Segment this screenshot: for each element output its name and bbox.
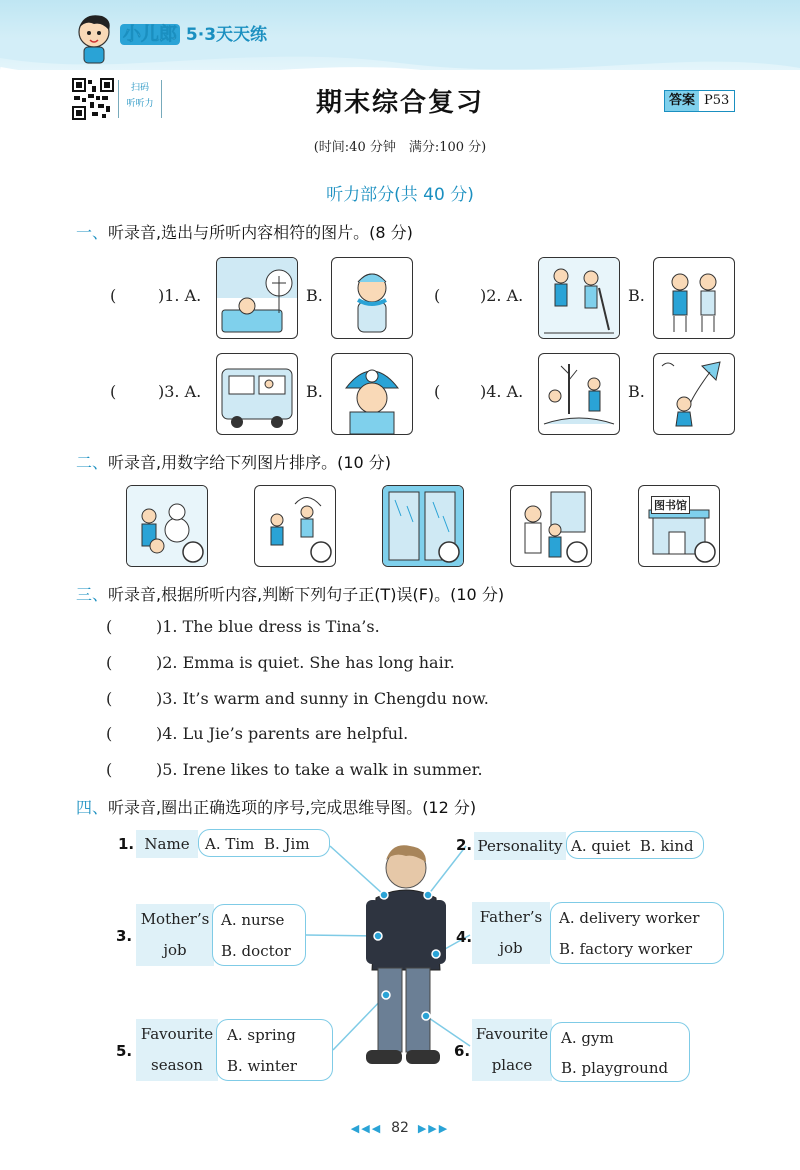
mm-node4-option-b[interactable]: B. factory worker — [559, 940, 693, 958]
s3-item4-text: Lu Jie’s parents are helpful. — [182, 724, 409, 743]
mm-node1-options — [198, 829, 330, 857]
s2-picture-2[interactable] — [254, 485, 336, 567]
s2-picture-4[interactable] — [510, 485, 592, 567]
s1-item3-option-b-picture[interactable] — [331, 353, 413, 435]
mm-node6-label-line1: Favourite — [475, 1025, 549, 1043]
s3-item4-number: )4. — [156, 724, 178, 743]
answer-label: 答案 — [665, 91, 699, 111]
s1-item1-label: )1. A. — [158, 286, 202, 305]
mm-node6-label-line2: place — [491, 1056, 533, 1074]
section4-text: 听录音,圈出正确选项的序号,完成思维导图。(12 分) — [108, 798, 477, 817]
answer-tag[interactable] — [664, 90, 735, 112]
page-title: 期末综合复习 — [315, 88, 484, 118]
s1-item2-label: )2. A. — [480, 286, 524, 305]
brand-series: 5·3天天练 — [185, 25, 268, 45]
mm-node3-label — [136, 904, 214, 966]
page-number: 82 — [391, 1120, 409, 1136]
mm-node4-label-line2: job — [499, 939, 523, 957]
section2-number: 二、 — [76, 453, 109, 472]
s3-item-1 — [106, 617, 380, 636]
section1-number: 一、 — [76, 223, 109, 242]
mm-node5-option-b[interactable]: B. winter — [227, 1057, 297, 1075]
s3-item-2 — [106, 653, 455, 672]
mm-node5-label — [136, 1019, 218, 1081]
next-arrows-icon: ▶▶▶ — [417, 1122, 450, 1135]
s1-item2-b-label: B. — [628, 286, 645, 305]
s3-item-4 — [106, 724, 408, 743]
mm-node4-label-line1: Father’s — [479, 908, 543, 926]
s3-item-3 — [106, 689, 489, 708]
mm-node5-label-line1: Favourite — [140, 1025, 214, 1043]
mm-node4-option-a[interactable]: A. delivery worker — [559, 909, 700, 927]
mm-node2-options — [566, 831, 704, 859]
mm-node4-number: 4. — [456, 928, 473, 946]
mm-node1-label: Name — [136, 830, 198, 858]
mm-node2-option-b[interactable]: B. kind — [639, 837, 694, 855]
s1-item4-option-b-picture[interactable] — [653, 353, 735, 435]
brand-title — [120, 20, 267, 46]
s1-item1-option-a-picture[interactable] — [216, 257, 298, 339]
s1-item3-paren[interactable]: ( — [110, 382, 117, 401]
mm-node3-options — [212, 904, 306, 966]
mm-node3-option-a[interactable]: A. nurse — [221, 911, 285, 929]
mm-node3-number: 3. — [116, 927, 133, 945]
mm-node3-label-line2: job — [163, 941, 187, 959]
s1-item4-option-a-picture[interactable] — [538, 353, 620, 435]
section1-text: 听录音,选出与所听内容相符的图片。(8 分) — [108, 223, 413, 242]
s1-item4-paren[interactable]: ( — [434, 382, 441, 401]
mm-node1-option-b[interactable]: B. Jim — [263, 835, 310, 853]
mm-node6-label — [472, 1019, 552, 1081]
s1-item1-b-label: B. — [306, 286, 323, 305]
section4-heading — [76, 795, 476, 818]
s3-item3-number: )3. — [156, 689, 178, 708]
s3-item-5 — [106, 760, 483, 779]
section3-heading — [76, 582, 504, 605]
s1-item3-label: )3. A. — [158, 382, 202, 401]
listening-heading: 听力部分(共 40 分) — [326, 185, 474, 205]
mm-node5-number: 5. — [116, 1042, 133, 1060]
mm-node5-label-line2: season — [151, 1056, 203, 1074]
s3-item2-text: Emma is quiet. She has long hair. — [182, 653, 455, 672]
s3-item5-text: Irene likes to take a walk in summer. — [182, 760, 483, 779]
s3-item1-answer-slot[interactable]: ( — [106, 617, 113, 636]
mm-node4-options — [550, 902, 724, 964]
section2-text: 听录音,用数字给下列图片排序。(10 分) — [108, 453, 392, 472]
s3-item3-text: It’s warm and sunny in Chengdu now. — [182, 689, 489, 708]
prev-arrows-icon: ◀◀◀ — [350, 1122, 383, 1135]
mascot-logo — [72, 10, 116, 66]
mm-node2-option-a[interactable]: A. quiet — [571, 837, 631, 855]
scan-line-1: 扫码 — [130, 83, 149, 93]
page-number-bar — [0, 1120, 800, 1136]
s3-item1-number: )1. — [156, 617, 178, 636]
mm-node1-number: 1. — [118, 835, 135, 853]
mm-node4-label — [472, 902, 550, 964]
library-sign: 图书馆 — [651, 496, 690, 514]
scan-line-2: 听听力 — [126, 99, 154, 109]
section4-number: 四、 — [76, 798, 109, 817]
s1-item2-paren[interactable]: ( — [434, 286, 441, 305]
s3-item4-answer-slot[interactable]: ( — [106, 724, 113, 743]
s3-item2-number: )2. — [156, 653, 178, 672]
s1-item1-option-b-picture[interactable] — [331, 257, 413, 339]
mm-node2-label: Personality — [474, 832, 566, 860]
s1-item3-option-a-picture[interactable] — [216, 353, 298, 435]
s1-item1-paren[interactable]: ( — [110, 286, 117, 305]
mm-node5-options — [216, 1019, 333, 1081]
s2-picture-1[interactable] — [126, 485, 208, 567]
s1-item2-option-b-picture[interactable] — [653, 257, 735, 339]
s3-item2-answer-slot[interactable]: ( — [106, 653, 113, 672]
s1-item3-b-label: B. — [306, 382, 323, 401]
mm-node2-number: 2. — [456, 836, 473, 854]
s3-item5-number: )5. — [156, 760, 178, 779]
mm-node6-option-b[interactable]: B. playground — [561, 1059, 669, 1077]
mm-node3-option-b[interactable]: B. doctor — [221, 942, 291, 960]
s2-picture-3[interactable] — [382, 485, 464, 567]
mm-node1-option-a[interactable]: A. Tim — [205, 835, 255, 853]
s3-item1-text: The blue dress is Tina’s. — [182, 617, 380, 636]
s3-item3-answer-slot[interactable]: ( — [106, 689, 113, 708]
brand-name: 小儿郎 — [120, 24, 180, 45]
mm-node6-number: 6. — [454, 1042, 471, 1060]
s2-picture-library[interactable] — [638, 485, 720, 567]
answer-page: P53 — [699, 91, 734, 111]
time-info: (时间:40 分钟 满分:100 分) — [313, 140, 487, 155]
section1-heading — [76, 220, 413, 243]
section3-number: 三、 — [76, 585, 109, 604]
mm-node3-label-line1: Mother’s — [140, 910, 210, 928]
s1-item2-option-a-picture[interactable] — [538, 257, 620, 339]
s1-item4-b-label: B. — [628, 382, 645, 401]
mm-node6-option-a[interactable]: A. gym — [561, 1029, 614, 1047]
s1-item4-label: )4. A. — [480, 382, 524, 401]
s3-item5-answer-slot[interactable]: ( — [106, 760, 113, 779]
section3-text: 听录音,根据所听内容,判断下列句子正(T)误(F)。(10 分) — [108, 585, 505, 604]
mm-node6-options — [550, 1022, 690, 1082]
mm-node5-option-a[interactable]: A. spring — [227, 1026, 296, 1044]
section2-heading — [76, 450, 391, 473]
